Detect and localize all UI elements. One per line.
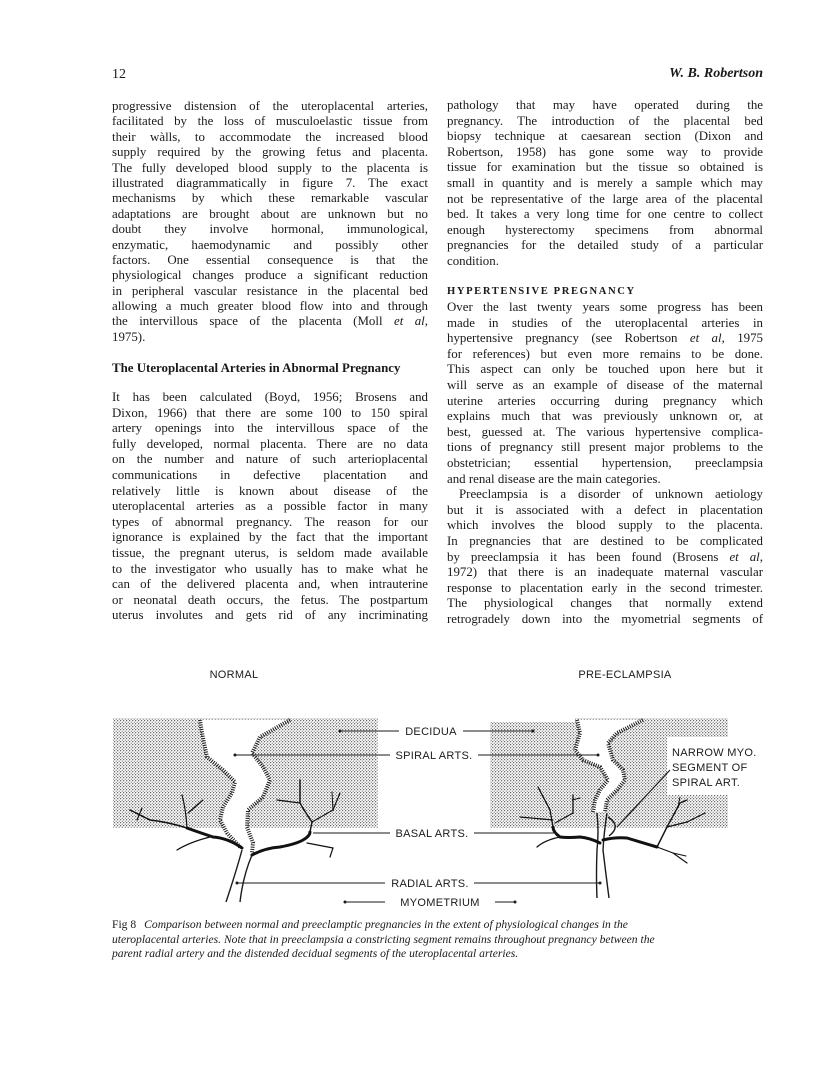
text-line: artery openings into the intervillous space of the (112, 421, 428, 436)
text-line: doubt they involve hormonal, immunological, (112, 222, 428, 237)
panel-title-normal: NORMAL (209, 669, 259, 681)
panel-title-preeclampsia: PRE-ECLAMPSIA (578, 669, 672, 681)
text-line: their wàlls, to accommodate the increased blood (112, 129, 428, 144)
text-line: response to placentation early in the second trimester. (447, 580, 763, 595)
text-line: adaptations are brought about are unknown but no (112, 206, 428, 221)
text-line: uterine arteries occurring during pregnancy which (447, 393, 763, 408)
text-line: obstetrician; essential hypertension, preeclampsia (447, 455, 763, 470)
text-line: or neonatal death occurs, the fetus. The postpartum (112, 592, 428, 607)
text-line: in peripheral vascular resistance in the placental bed (112, 283, 428, 298)
text-line: condition. (447, 253, 499, 268)
text-line: mechanisms by which these remarkable vascular (112, 191, 428, 206)
text-line: retrogradely down into the myometrial segments of (447, 611, 763, 626)
label-narrow-segment-3: SPIRAL ART. (672, 777, 741, 789)
text-line: 1972) that there is an inadequate maternal vascular (447, 565, 763, 580)
text-line: progressive distension of the uteroplacental arteries, (112, 99, 428, 113)
text-line: uterus involutes and gets rid of any incriminating (112, 608, 428, 623)
text-line: tissue for examination but the tissue so obtained is (447, 160, 763, 175)
caption-text: Comparison between normal and preeclamptic pregnancies in the extent of physiological changes in the (144, 918, 628, 931)
text-line: Dixon, 1966) that there are some 100 to 150 spiral (112, 405, 428, 420)
text-line: tions of pregnancy still present major problems to the (447, 440, 763, 455)
text-line: Robertson, 1958) has gone some way to provide (447, 144, 763, 159)
text-line: hypertensive pregnancy (see Robertson et al, 1975 (447, 331, 763, 346)
label-radial-arts: RADIAL ARTS. (391, 878, 469, 890)
text-line: ignorance is explained by the fact that the important (112, 530, 428, 545)
text-line: facilitated by the loss of musculoelastic tissue from (112, 114, 428, 129)
text-line: can of the delivered placenta and, when intrauterine (112, 577, 428, 592)
section-heading: The Uteroplacental Arteries in Abnormal Pregnancy (112, 361, 401, 375)
label-spiral-arts: SPIRAL ARTS. (395, 750, 473, 762)
text-line: not be representative of the large area of the placental (447, 191, 763, 206)
text-line: enzymatic, haemodynamic and possibly other (112, 237, 428, 252)
text-line: explains much that was previously unknown or, at (447, 409, 763, 424)
text-line: tissue, the pregnant uterus, is seldom made available (112, 545, 428, 560)
text-line: biopsy technique at caesarean section (Dixon and (447, 129, 763, 144)
text-line: communications in defective placentation and (112, 467, 428, 482)
text-line: supply required by the growing fetus and placenta. (112, 145, 428, 160)
text-line: pregnancies for the detailed study of a particular (447, 238, 763, 253)
text-line: In pregnancies that are destined to be complicated (447, 533, 763, 548)
text-line: pregnancy. The introduction of the placental bed (447, 113, 763, 128)
text-line: enough hysterectomy specimens from abnormal (447, 222, 763, 237)
text-line: factors. One essential consequence is that the (112, 252, 428, 267)
label-decidua: DECIDUA (405, 726, 457, 738)
radial-artery-normal (226, 850, 252, 902)
caption-line: parent radial artery and the distended decidual segments of the uteroplacental arteries. (112, 947, 519, 960)
text-line: relatively little is known about disease of the (112, 483, 428, 498)
text-line: pathology that may have operated during the (447, 98, 763, 112)
label-narrow-segment-1: NARROW MYO. (672, 747, 757, 759)
text-line: and renal disease are the main categories. (447, 471, 661, 486)
text-line: best, guessed at. The various hypertensive complica- (447, 424, 763, 439)
running-head-author: W. B. Robertson (669, 66, 763, 81)
page-number: 12 (112, 67, 126, 82)
text-line: the intervillous space of the placenta (Moll et al, (112, 314, 428, 329)
text-line: Over the last twenty years some progress has been (447, 300, 763, 314)
figure-caption (112, 918, 752, 962)
label-basal-arts: BASAL ARTS. (395, 828, 469, 840)
text-line: which involves the blood supply to the placenta. (447, 518, 763, 533)
caption-label: Fig 8 (112, 918, 137, 931)
text-line: This aspect can only be touched upon here but it (447, 362, 763, 377)
text-line: The physiological changes that normally extend (447, 596, 763, 611)
text-line: bed. It takes a very long time for one centre to collect (447, 207, 763, 222)
text-line: small in quantity and is merely a sample which may (447, 175, 763, 190)
text-line: It has been calculated (Boyd, 1956; Brosens and (112, 390, 428, 404)
text-line: The fully developed blood supply to the placenta is (112, 160, 428, 175)
text-line: uteroplacental arteries as a possible factor in many (112, 499, 428, 514)
text-line: allowing a much greater blood flow into and through (112, 299, 428, 314)
text-line: 1975). (112, 329, 146, 344)
label-narrow-segment-2: SEGMENT OF (672, 762, 748, 774)
text-line: on the number and nature of such arterioplacental (112, 452, 428, 467)
text-line: by preeclampsia it has been found (Brosens et al, (447, 549, 763, 564)
subheading-hypertensive-pregnancy: HYPERTENSIVE PREGNANCY (447, 286, 636, 297)
text-line: fully developed, normal placenta. There are no data (112, 436, 428, 451)
text-line: physiological changes produce a significant reduction (112, 268, 428, 283)
text-line: for references) but even more remains to be done. (447, 346, 763, 361)
text-line: but it is associated with a defect in placentation (447, 502, 763, 517)
text-line: made in studies of the uteroplacental arteries in (447, 315, 763, 330)
text-line: illustrated diagrammatically in figure 7. The exact (112, 175, 428, 190)
text-line: to the investigator who usually has to make what he (112, 561, 428, 576)
caption-line: uteroplacental arteries. Note that in preeclampsia a constricting segment remains throughout pregnancy between the (112, 932, 655, 946)
text-line: Preeclampsia is a disorder of unknown aetiology (459, 487, 763, 502)
text-line: types of abnormal pregnancy. The reason for our (112, 514, 428, 529)
label-myometrium: MYOMETRIUM (400, 897, 480, 909)
text-line: will serve as an example of disease of the maternal (447, 377, 763, 392)
caption-line (112, 918, 752, 933)
